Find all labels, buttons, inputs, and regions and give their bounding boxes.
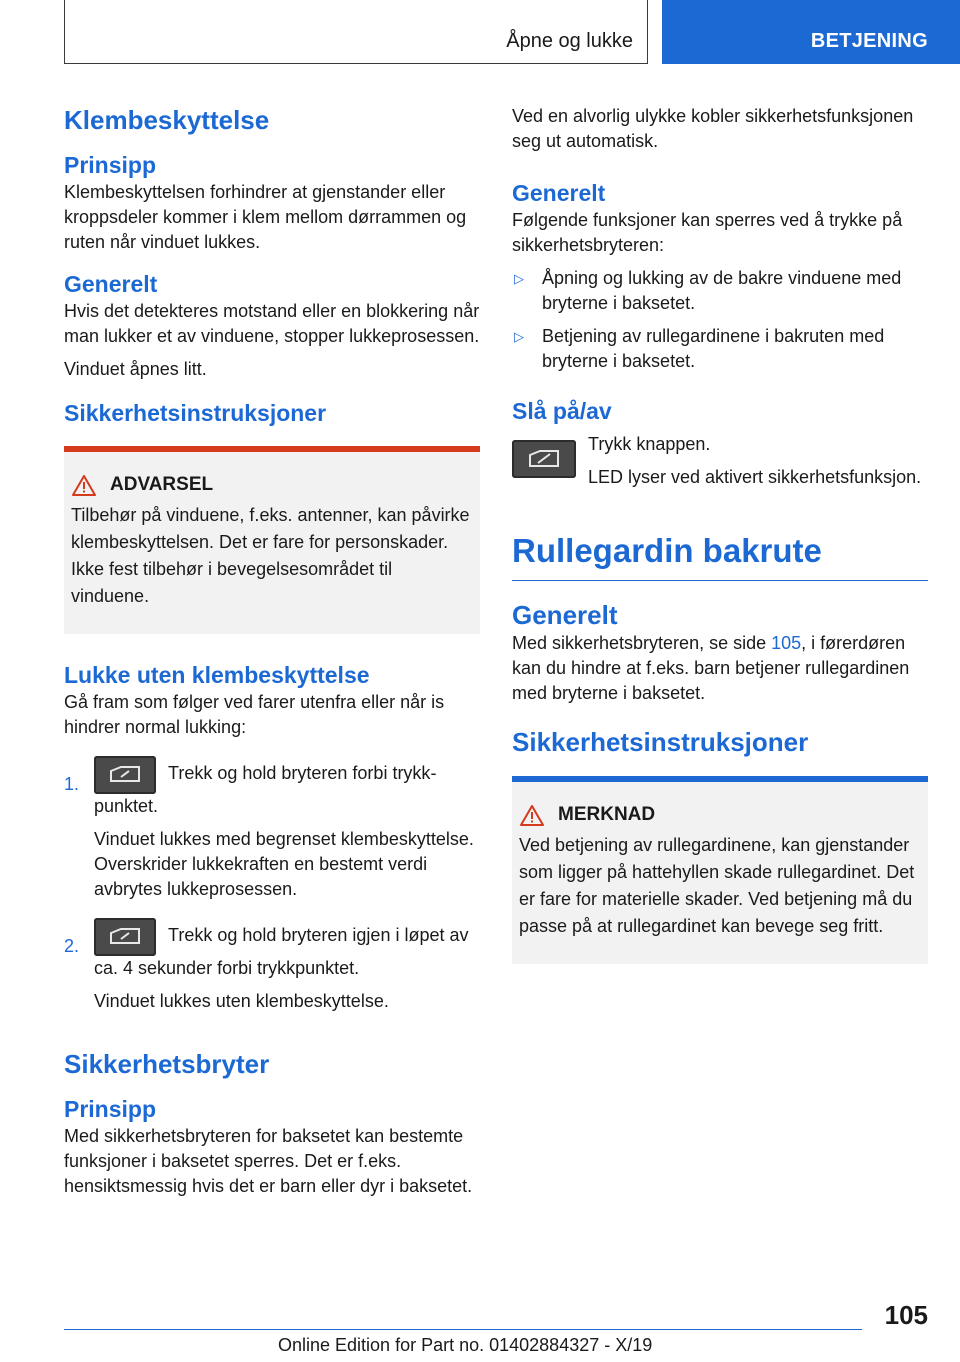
step-result: Vinduet lukkes med begrenset klembeskyttelse. Overskrider lukkekraften en bestemt verdi avbrytes lukkeprosessen. bbox=[94, 829, 474, 899]
page-link[interactable]: 105 bbox=[771, 633, 802, 653]
window-switch-icon bbox=[94, 756, 156, 794]
warning-triangle-icon bbox=[72, 475, 96, 496]
heading-sikkerhetsbryter: Sikkerhetsbryter bbox=[64, 1049, 270, 1079]
warning-label: ADVARSEL bbox=[110, 474, 214, 495]
heading-prinsipp: Prinsipp bbox=[64, 152, 157, 178]
header-chapter-label: BETJENING bbox=[810, 30, 928, 52]
text-lukke-uten: Gå fram som følger ved farer utenfra eller når is hindrer normal lukking: bbox=[64, 692, 445, 737]
note-box bbox=[512, 776, 928, 964]
page-number: 105 bbox=[884, 1300, 928, 1330]
step-result: Vinduet lukkes uten klembeskyttelse. bbox=[94, 991, 389, 1011]
text-prinsipp: Klembeskyttelsen forhindrer at gjenstander eller kroppsdeler kommer i klem mellom dørrammen og ruten når vinduet lukkes. bbox=[64, 182, 467, 252]
list-item-text: Åpning og lukking av de bakre vinduene med bryterne i baksetet. bbox=[542, 268, 902, 313]
footer-edition: Online Edition for Part no. 01402884327 - X/19 bbox=[278, 1335, 653, 1355]
note-label: MERKNAD bbox=[558, 804, 656, 825]
bullet-triangle-icon: ▷ bbox=[514, 271, 524, 286]
heading-lukke-uten: Lukke uten klembeskyttelse bbox=[64, 662, 370, 688]
note-text: Ved betjening av rullegardinene, kan gjenstander som ligger på hattehyllen skade rullegardinet. Det er fare for materielle skader. Ved betjening må du passe på at rullegardinet kan bevege seg fritt. bbox=[519, 835, 915, 936]
header-section-title: Åpne og lukke bbox=[506, 30, 633, 52]
text-intro: Ved en alvorlig ulykke kobler sikkerhetsfunksjonen seg ut automatisk. bbox=[512, 106, 914, 151]
safety-switch-row bbox=[512, 432, 928, 490]
warning-box bbox=[64, 446, 480, 634]
warning-triangle-icon bbox=[520, 805, 544, 826]
text-trykk: Trykk knappen. bbox=[588, 434, 711, 454]
header-section-box bbox=[64, 0, 648, 64]
list-item-text: Betjening av rullegardinene i bakruten med bryterne i baksetet. bbox=[542, 326, 885, 371]
heading-generelt: Generelt bbox=[64, 271, 158, 297]
step-number: 2. bbox=[64, 936, 80, 956]
step-2 bbox=[64, 918, 480, 1014]
text-generelt: Hvis det detekteres motstand eller en blokkering når man lukker et av vinduene, stopper lukkeprosessen. bbox=[64, 301, 480, 346]
window-switch-icon bbox=[94, 918, 156, 956]
heading-generelt-2: Generelt bbox=[512, 180, 606, 206]
step-1 bbox=[64, 756, 480, 902]
text-generelt-3: Med sikkerhetsbryteren, se side 105, i førerdøren kan du hindre at f.eks. barn betjener rullegardinen med bryterne i baksetet. bbox=[512, 633, 910, 703]
list-item bbox=[512, 266, 928, 316]
heading-generelt-3: Generelt bbox=[512, 600, 618, 630]
left-column bbox=[64, 96, 480, 1199]
warning-title bbox=[72, 474, 473, 496]
footer-rule bbox=[64, 1329, 862, 1330]
heading-rullegardin-bakrute: Rullegardin bakrute bbox=[512, 530, 928, 581]
text-prinsipp-2: Med sikkerhetsbryteren for baksetet kan bestemte funksjoner i baksetet sperres. Det er f.eks. hensiktsmessig hvis det er barn eller dyr i baksetet. bbox=[64, 1126, 473, 1196]
bullet-triangle-icon: ▷ bbox=[514, 329, 524, 344]
heading-slaa-paa-av: Slå på/av bbox=[512, 398, 612, 424]
heading-sikkerhetsinstruksjoner: Sikkerhetsinstruksjoner bbox=[64, 400, 327, 426]
right-column bbox=[512, 96, 928, 964]
header-chapter-tab[interactable] bbox=[662, 0, 960, 64]
list-item bbox=[512, 324, 928, 374]
safety-switch-icon bbox=[512, 440, 576, 478]
heading-sikkerhetsinstruksjoner-2: Sikkerhetsinstruksjoner bbox=[512, 727, 809, 757]
text-generelt-2: Følgende funksjoner kan sperres ved å trykke på sikkerhetsbryteren: bbox=[512, 210, 903, 255]
step-text: Trekk og hold bryteren forbi trykkpunktet. bbox=[94, 763, 437, 816]
note-title bbox=[520, 804, 921, 826]
heading-klembeskyttelse: Klembeskyttelse bbox=[64, 105, 270, 135]
step-number: 1. bbox=[64, 774, 80, 794]
text-vinduet-apnes: Vinduet åpnes litt. bbox=[64, 359, 207, 379]
warning-text: Tilbehør på vinduene, f.eks. antenner, kan påvirke klembeskyttelsen. Det er fare for personskader. Ikke fest tilbehør i bevegelsesområdet til vinduene. bbox=[71, 505, 470, 606]
text-led: LED lyser ved aktivert sikkerhetsfunksjon. bbox=[588, 467, 922, 487]
heading-prinsipp-2: Prinsipp bbox=[64, 1096, 157, 1122]
step-text: Trekk og hold bryteren igjen i løpet av ca. 4 sekunder forbi trykkpunktet. bbox=[94, 925, 469, 978]
